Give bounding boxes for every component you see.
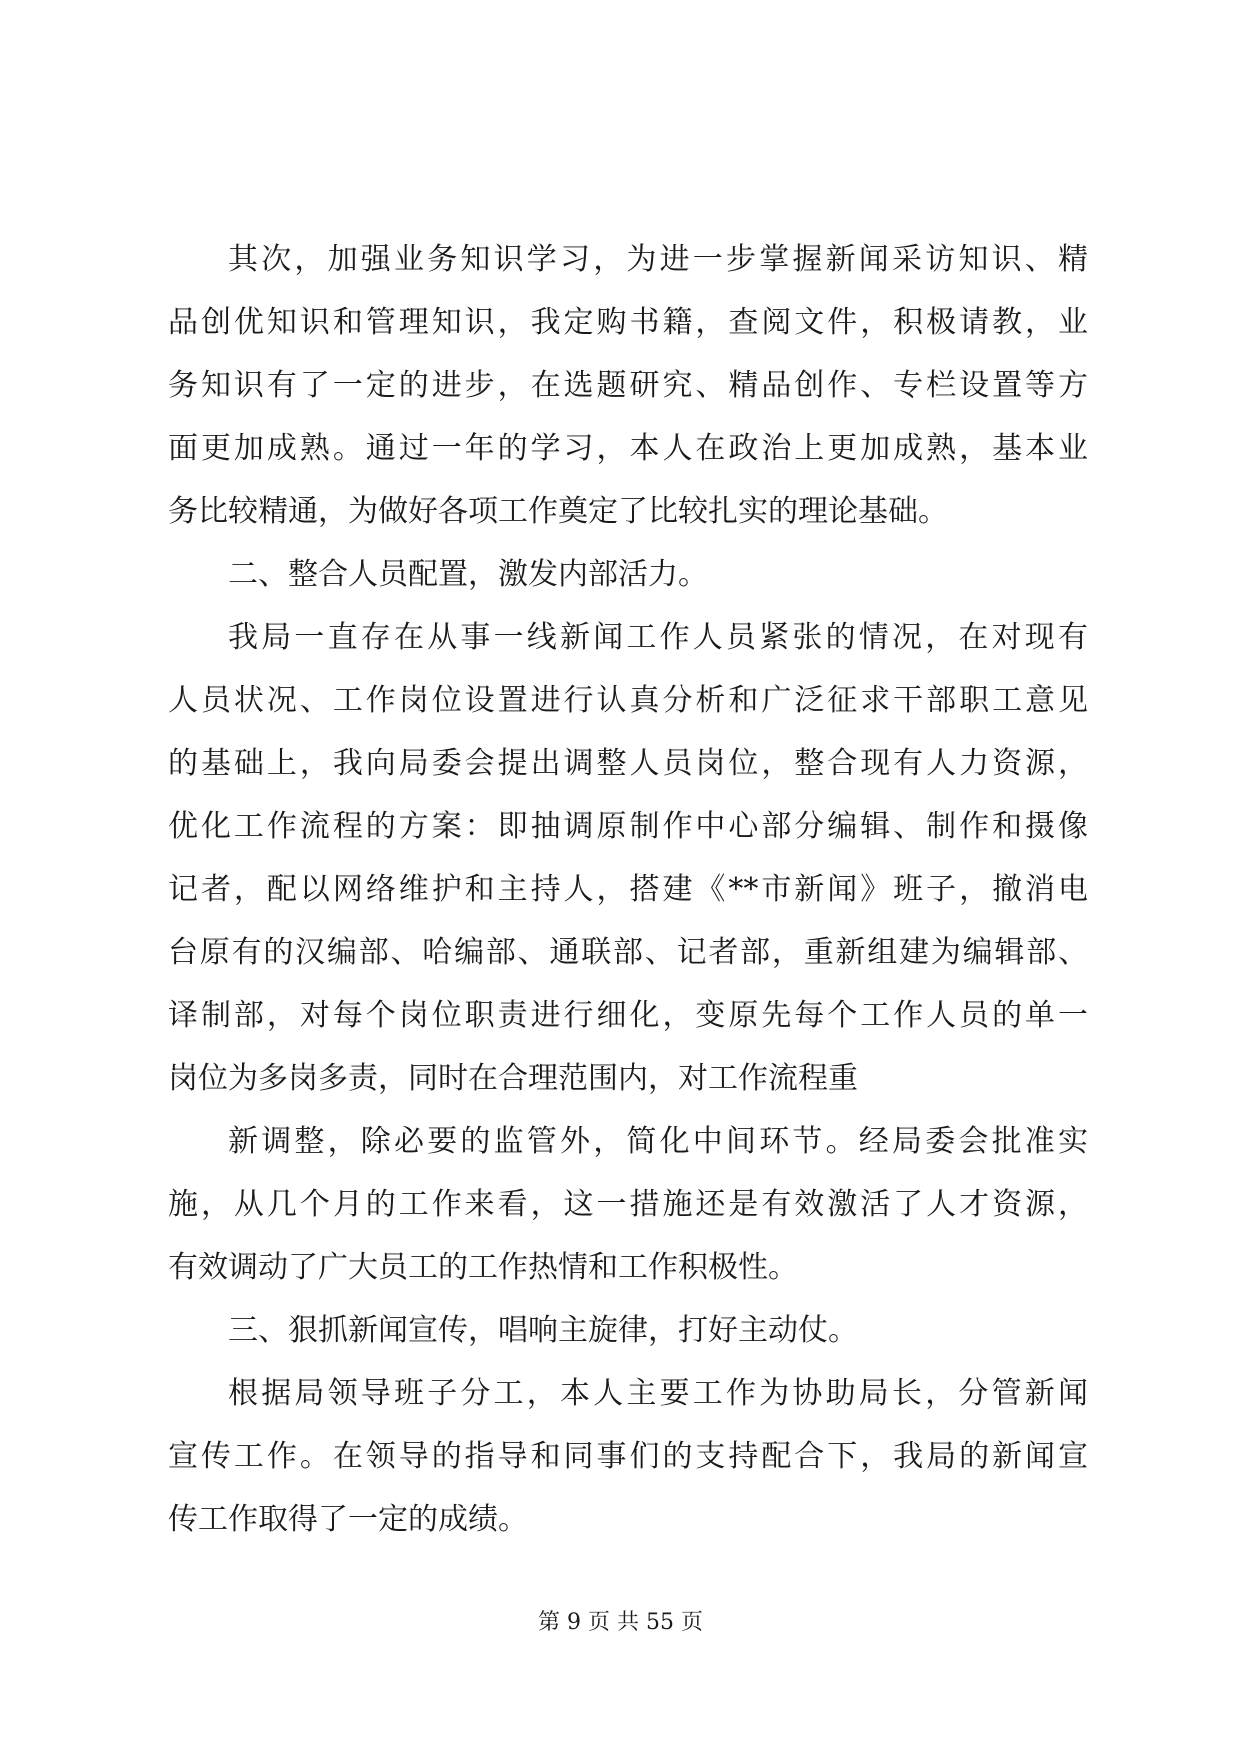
- text-line: 面更加成熟。通过一年的学习，本人在政治上更加成熟，基本业: [168, 431, 1088, 466]
- text-line: 记者，配以网络维护和主持人，搭建《**市新闻》班子，撤消电: [168, 872, 1088, 907]
- text-line: 的基础上，我向局委会提出调整人员岗位，整合现有人力资源，: [168, 746, 1088, 781]
- text-line: 新调整，除必要的监管外，简化中间环节。经局委会批准实: [228, 1124, 1088, 1159]
- page-footer: 第 9 页 共 55 页: [538, 1610, 703, 1635]
- text-line: 岗位为多岗多责，同时在合理范围内，对工作流程重: [168, 1061, 858, 1096]
- text-line: 务知识有了一定的进步，在选题研究、精品创作、专栏设置等方: [168, 368, 1088, 403]
- text-line: 根据局领导班子分工，本人主要工作为协助局长，分管新闻: [228, 1376, 1088, 1411]
- text-line: 译制部，对每个岗位职责进行细化，变原先每个工作人员的单一: [168, 998, 1088, 1033]
- text-line: 有效调动了广大员工的工作热情和工作积极性。: [168, 1250, 798, 1285]
- text-line: 我局一直存在从事一线新闻工作人员紧张的情况，在对现有: [228, 620, 1088, 655]
- text-line: 三、狠抓新闻宣传，唱响主旋律，打好主动仗。: [228, 1313, 858, 1348]
- text-line: 二、整合人员配置，激发内部活力。: [228, 557, 708, 592]
- text-line: 品创优知识和管理知识，我定购书籍，查阅文件，积极请教，业: [168, 305, 1088, 340]
- text-line: 务比较精通，为做好各项工作奠定了比较扎实的理论基础。: [168, 494, 948, 529]
- text-line: 传工作取得了一定的成绩。: [168, 1502, 528, 1537]
- text-line: 施，从几个月的工作来看，这一措施还是有效激活了人才资源，: [168, 1187, 1088, 1222]
- text-line: 宣传工作。在领导的指导和同事们的支持配合下，我局的新闻宣: [168, 1439, 1088, 1474]
- text-line: 优化工作流程的方案：即抽调原制作中心部分编辑、制作和摄像: [168, 809, 1088, 844]
- document-body: [168, 228, 1088, 1551]
- text-line: 台原有的汉编部、哈编部、通联部、记者部，重新组建为编辑部、: [168, 935, 1088, 970]
- text-line: 人员状况、工作岗位设置进行认真分析和广泛征求干部职工意见: [168, 683, 1088, 718]
- text-line: 其次，加强业务知识学习，为进一步掌握新闻采访知识、精: [228, 242, 1088, 277]
